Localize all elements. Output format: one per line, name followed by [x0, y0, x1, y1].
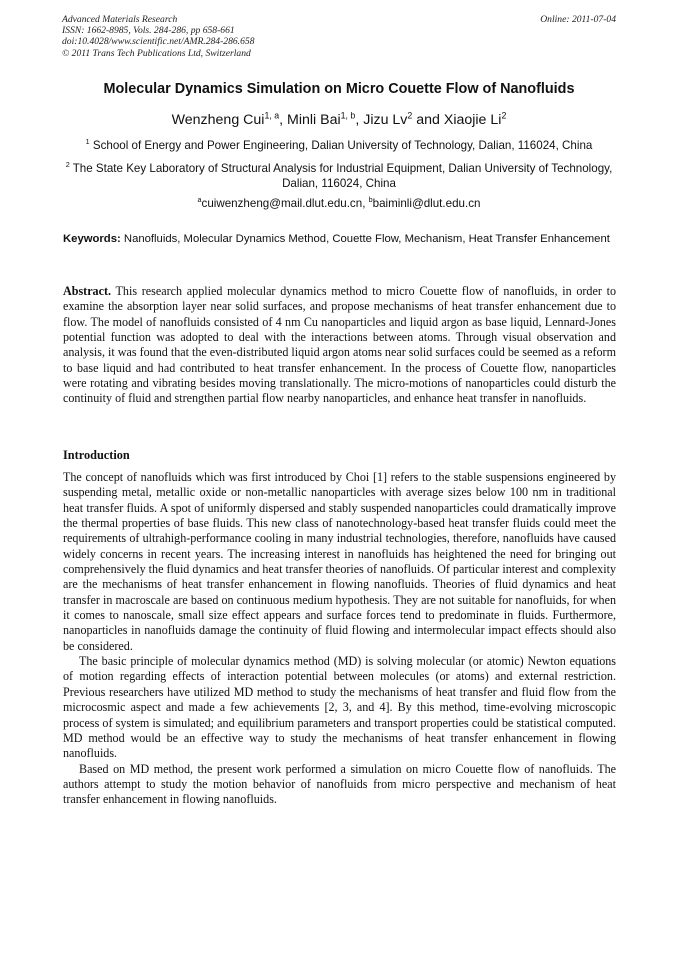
email-link-a[interactable]: cuiwenzheng@mail.dlut.edu.cn [201, 197, 363, 210]
author-separator: , [279, 112, 288, 128]
keywords-label: Keywords: [63, 233, 121, 245]
issn-line: ISSN: 1662-8985, Vols. 284-286, pp 658-661 [62, 25, 235, 37]
abstract-label: Abstract. [63, 284, 112, 298]
section-heading-introduction: Introduction [63, 448, 130, 462]
author-affiliation-mark: 1, a [264, 110, 280, 121]
journal-header [62, 14, 616, 59]
doi-line[interactable]: doi:10.4028/www.scientific.net/AMR.284-286.658 [62, 36, 255, 48]
author-separator: and [412, 112, 444, 128]
author-emails [62, 196, 616, 211]
author-name: Wenzheng Cui [171, 112, 265, 128]
affiliation-2 [62, 161, 616, 191]
affiliation-mark: 2 [65, 160, 70, 170]
author-name: Minli Bai [287, 112, 341, 128]
email-mark: a [197, 195, 202, 205]
paragraph: The basic principle of molecular dynamics method (MD) is solving molecular (or atomic) Newton equations of motion regarding effects of interaction potential between molecules (or atoms) and external restriction. Previous researchers have utilized MD method to study the mechanisms of heat transfer and fluid flow from the microcosmic aspect and made a few achievements [2, 3, and 4]. By this method, time-evolving microscopic process of system is simulated; and equilibrium parameters and transport properties could be statistical computed. MD method would be an effective way to study the mechanisms of heat transfer enhancement in flowing nanofluids. [63, 654, 616, 761]
keywords-text: Nanofluids, Molecular Dynamics Method, Couette Flow, Mechanism, Heat Transfer Enhancement [120, 233, 610, 245]
journal-name: Advanced Materials Research [62, 14, 178, 25]
email-separator: , [362, 197, 369, 210]
paragraph: The concept of nanofluids which was first introduced by Choi [1] refers to the stable suspensions engineered by suspending metal, metallic oxide or non-metallic nanoparticles with average sizes below 100 nm in traditional heat transfer fluids. A spot of uniformly dispersed and stably suspended nanoparticles could dramatically improve the thermal properties of base fluids. This new class of nanotechnology-based heat transfer fluids could meet the requirements of ultrahigh-performance cooling in many industrial technologies, therefore, nanofluids have caused widely concerns in recent years. The increasing interest in nanofluids has heightened the need for bringing out comprehensively the fluid dynamics and heat transfer theories of nanofluids. Of particular interest and complexity are the mechanisms of heat transfer enhancement in flowing nanofluids. Theories of fluid dynamics and heat transfer in macroscale are based on continuous medium hypothesis. They are not suitable for nanofluids, for when it comes to nanoscale, small size effect appears and surface forces tend to predominate in fluids. Furthermore, nanoparticles in nanofluids damage the continuity of fluid flowing and intermolecular impact effects should also be considered. [63, 470, 616, 653]
keywords [63, 232, 616, 247]
affiliation-text: The State Key Laboratory of Structural Analysis for Industrial Equipment, Dalian University of Technology, Dalian, 116024, China [69, 162, 613, 190]
author-affiliation-mark: 2 [407, 110, 413, 121]
copyright-line: © 2011 Trans Tech Publications Ltd, Switzerland [62, 47, 251, 59]
author-affiliation-mark: 2 [501, 110, 507, 121]
author-affiliation-mark: 1, b [340, 110, 356, 121]
email-link-b[interactable]: baiminli@dlut.edu.cn [372, 197, 481, 210]
affiliation-text: School of Energy and Power Engineering, Dalian University of Technology, Dalian, 116024, China [89, 139, 593, 152]
author-separator: , [355, 112, 364, 128]
affiliation-1 [62, 138, 616, 153]
email-mark: b [368, 195, 373, 205]
online-date: Online: 2011-07-04 [540, 14, 616, 25]
author-list [40, 112, 638, 128]
introduction-body [63, 470, 616, 808]
header-citation [62, 14, 616, 59]
author-name: Jizu Lv [363, 112, 408, 128]
paragraph: Based on MD method, the present work performed a simulation on micro Couette flow of nanofluids. The authors attempt to study the motion behavior of nanofluids from micro perspective and mechanism of heat transfer enhancement in flowing nanofluids. [63, 761, 616, 807]
author-name: Xiaojie Li [443, 112, 502, 128]
affiliation-mark: 1 [85, 137, 90, 147]
paper-title: Molecular Dynamics Simulation on Micro Couette Flow of Nanofluids [103, 81, 575, 97]
abstract-text: This research applied molecular dynamics method to micro Couette flow of nanofluids, in order to examine the absorption layer near solid surfaces, and propose mechanisms of heat transfer enhancement due to flow. The model of nanofluids consisted of 4 nm Cu nanoparticles and liquid argon as base liquid, Lennard-Jones potential function was adopted to deal with the interactions between atoms. Through visual observation and analysis, it was found that the even-distributed liquid argon atoms near solid surfaces could be seemed as a reform to base liquid and had contributed to heat transfer enhancement. In the process of Couette flow, nanoparticles were rotating and vibrating besides moving translationally. The micro-motions of nanoparticles could disturb the continuity of fluid and strengthen partial flow nearby nanoparticles, and enhance heat transfer in nanofluids. [63, 284, 616, 406]
abstract [63, 284, 616, 407]
